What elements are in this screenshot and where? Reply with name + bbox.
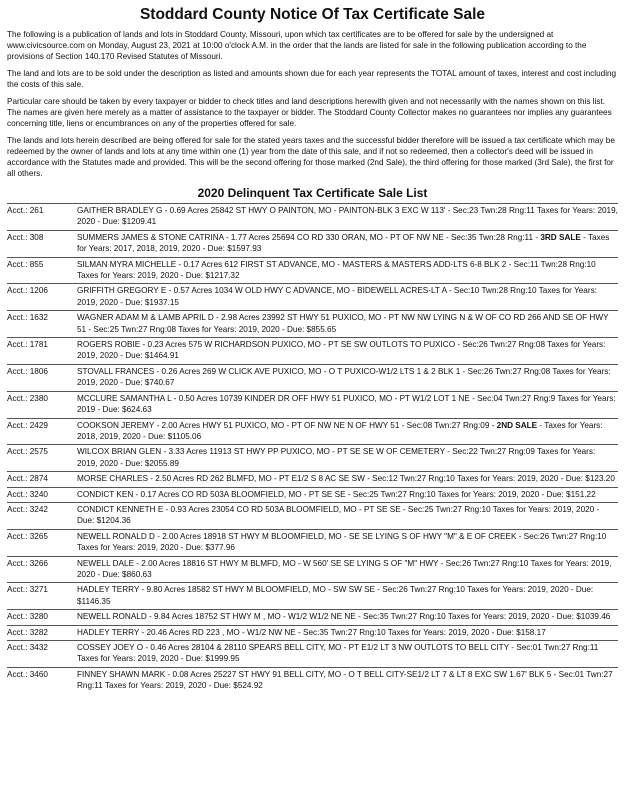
intro-paragraph: The following is a publication of lands and lots in Stoddard County, Missouri, upon which tax certificates are to be offered for sale by the undersigned at www.civicsource.com on Monday, August 23, 2021 at 10:00 o'clock A.M. in the order that the lands are listed for sale in the following publication according to the provisions of Section 140.170 Revised Statutes of Missouri. <box>7 30 587 61</box>
list-item <box>7 471 618 486</box>
property-description <box>77 312 618 335</box>
property-description <box>77 669 618 692</box>
description-text: FINNEY SHAWN MARK - 0.08 Acres 25227 ST HWY 91 BELL CITY, MO - O T BELL CITY-SE1/2 LT 7 & LT 8 EXC SW 1.67' BLK 5 - Sec:01 Twn:27 Rng:11 Taxes for Years: 2019, 2020 - Due: $524.92 <box>77 669 613 691</box>
list-title: 2020 Delinquent Tax Certificate Sale List <box>197 186 428 200</box>
account-number: Acct.: 3271 <box>7 585 48 595</box>
property-description <box>77 584 618 607</box>
description-text: SUMMERS JAMES & STONE CATRINA - 1.77 Acres 25694 CO RD 330 ORAN, MO - PT OF NW NE - Sec:35 Twn:28 Rng:11 - <box>77 232 541 242</box>
description-text: WILCOX BRIAN GLEN - 3.33 Acres 11913 ST HWY PP PUXICO, MO - PT SE SE W OF CEMETERY - Sec:22 Twn:27 Rng:09 Taxes for Years: 2019, 2020 - Due: $2055.89 <box>77 447 596 468</box>
property-description <box>77 611 618 622</box>
description-text: ROGERS ROBIE - 0.23 Acres 575 W RICHARDSON PUXICO, MO - PT SE SW OUTLOTS TO PUXICO - Sec:26 Twn:27 Rng:08 Taxes for Years: 2019, 2020 - Due: $1464.91 <box>77 340 606 361</box>
description-text: NEWELL RONALD D - 2.00 Acres 18918 ST HWY M BLOOMFIELD, MO - SE SE LYING S OF HWY "M" & E OF CREEK - Sec:26 Twn:27 Rng:10 Taxes for Years: 2019, 2020 - Due: $377.96 <box>77 531 607 553</box>
description-text: GAITHER BRADLEY G - 0.69 Acres 25842 ST HWY O PAINTON, MO - PAINTON-BLK 3 EXC W 113' - Sec:23 Twn:28 Rng:11 Taxes for Years: 2019, 2020 - Due: $1209.41 <box>77 206 618 227</box>
property-description <box>77 531 618 554</box>
list-item <box>7 556 618 583</box>
account-number: Acct.: 3265 <box>7 531 48 541</box>
property-description <box>77 232 618 255</box>
intro-paragraph: The lands and lots herein described are being offered for sale for the stated years taxes and the successful bidder therefore will be issued a tax certificate which may be redeemed by the owner of lands and lots at any time within one (1) year from the date of this sale, and if not so redeemed, then a collector's deed will be issued in accordance with the Statutes made and provided. This will be the second offering for those marked (2nd Sale), the third offering for those marked (3rd Sale), the first for all others. <box>7 136 615 178</box>
list-item <box>7 444 618 471</box>
intro-paragraphs <box>7 29 618 179</box>
account-number: Acct.: 3242 <box>7 504 48 514</box>
account-number: Acct.: 3240 <box>7 489 48 499</box>
description-text: NEWELL RONALD - 9.84 Acres 18752 ST HWY M , MO - W1/2 W1/2 NE NE - Sec:35 Twn:27 Rng:10 Taxes for Years: 2019, 2020 - Due: $1039.46 <box>77 612 611 622</box>
property-description <box>77 366 618 389</box>
sale-marker: 2ND SALE <box>496 420 538 430</box>
intro-paragraph: Particular care should be taken by every taxpayer or bidder to check titles and land descriptions herewith given and not necessarily with the names shown on this list. The names are given here merely as a matter of assistance to the taxpayer or bidder. The Stoddard County Collector makes no guarantees nor implies any guarantees concerning title, liens or encumbrances on any of the properties offered for sale. <box>7 97 612 128</box>
description-text: GRIFFITH GREGORY E - 0.57 Acres 1034 W OLD HWY C ADVANCE, MO - BIDEWELL ACRES-LT A - Sec:10 Twn:28 Rng:10 Taxes for Years: 2019, 2020 - Due: $1937.15 <box>77 286 597 307</box>
account-number: Acct.: 1806 <box>7 366 48 376</box>
list-item <box>7 640 618 667</box>
account-number: Acct.: 1781 <box>7 340 48 350</box>
list-item <box>7 667 618 694</box>
property-description <box>77 205 618 228</box>
list-item <box>7 364 618 391</box>
account-number: Acct.: 2874 <box>7 474 48 484</box>
description-text: MORSE CHARLES - 2.50 Acres RD 262 BLMFD, MO - PT E1/2 S 8 AC SE SW - Sec:12 Twn:27 Rng:10 Taxes for Years: 2019, 2020 - Due: $123.20 <box>77 474 615 484</box>
account-number: Acct.: 1632 <box>7 313 48 323</box>
property-description <box>77 642 618 665</box>
description-text: COOKSON JEREMY - 2.00 Acres HWY 51 PUXICO, MO - PT OF NW NE N OF HWY 51 - Sec:08 Twn:27 Rng:09 - <box>77 420 497 430</box>
list-item <box>7 625 618 640</box>
intro-paragraph: The land and lots are to be sold under the description as listed and amounts shown due for each year represents the TOTAL amount of taxes, interest and cost including the costs of this sale. <box>7 69 617 89</box>
description-text-continued: - Taxes for Years: 2017, 2018, 2019, 2020 - Due: $1597.93 <box>77 232 610 254</box>
account-number: Acct.: 3282 <box>7 627 48 637</box>
property-description <box>77 339 618 362</box>
list-item <box>7 391 618 418</box>
description-text: NEWELL DALE - 2.00 Acres 18816 ST HWY M BLMFD, MO - W 560' SE SE LYING S OF "M" HWY - Sec:26 Twn:27 Rng:10 Taxes for Years: 2019, 2020 - Due: $860.63 <box>77 558 612 579</box>
property-description <box>77 558 618 581</box>
account-number: Acct.: 3280 <box>7 612 48 622</box>
description-text: CONDICT KEN - 0.17 Acres CO RD 503A BLOOMFIELD, MO - PT SE SE - Sec:25 Twn:27 Rng:10 Taxes for Years: 2019, 2020 - Due: $151.22 <box>77 489 596 499</box>
page-title: Stoddard County Notice Of Tax Certificate Sale <box>139 6 486 23</box>
list-item <box>7 257 618 284</box>
description-text: SILMAN MYRA MICHELLE - 0.17 Acres 612 FIRST ST ADVANCE, MO - MASTERS & MASTERS ADD-LTS 6-8 BLK 2 - Sec:11 Twn:28 Rng:10 Taxes for Years: 2019, 2020 - Due: $1217.32 <box>77 259 596 281</box>
account-number: Acct.: 1206 <box>7 286 48 296</box>
list-item <box>7 203 618 230</box>
account-number: Acct.: 3266 <box>7 558 48 568</box>
property-description <box>77 259 618 282</box>
list-item <box>7 502 618 529</box>
description-text: WAGNER ADAM M & LAMB APRIL D - 2.98 Acres 23992 ST HWY 51 PUXICO, MO - PT NW NW LYING N & W OF CO RD 266 AND SE OF HWY 51 - Sec:25 Twn:27 Rng:08 Taxes for Years: 2019, 2020 - Due: $855.65 <box>77 313 609 334</box>
description-text: MCCLURE SAMANTHA L - 0.50 Acres 10739 KINDER DR OFF HWY 51 PUXICO, MO - PT W1/2 LOT 1 NE - Sec:04 Twn:27 Rng:9 Taxes for Years: 2019 - Due: $624.63 <box>77 393 616 415</box>
list-item <box>7 337 618 364</box>
account-number: Acct.: 3460 <box>7 669 48 679</box>
description-text: STOVALL FRANCES - 0.26 Acres 269 W CLICK AVE PUXICO, MO - O T PUXICO-W1/2 LTS 1 & 2 BLK 1 - Sec:26 Twn:27 Rng:08 Taxes for Years: 2019, 2020 - Due: $740.67 <box>77 366 611 388</box>
property-description <box>77 473 618 484</box>
property-description <box>77 446 618 469</box>
account-number: Acct.: 2429 <box>7 420 48 430</box>
list-item <box>7 230 618 257</box>
description-text: HADLEY TERRY - 9.80 Acres 18582 ST HWY M BLOOMFIELD, MO - SW SW SE - Sec:26 Twn:27 Rng:10 Taxes for Years: 2019, 2020 - Due: $1146.35 <box>77 585 594 606</box>
account-number: Acct.: 855 <box>7 259 44 269</box>
list-item <box>7 310 618 337</box>
account-number: Acct.: 2380 <box>7 393 48 403</box>
list-item <box>7 487 618 502</box>
property-description <box>77 627 618 638</box>
description-text-continued: - Taxes for Years: 2018, 2019, 2020 - Due: $1105.06 <box>77 420 603 441</box>
property-description <box>77 504 618 527</box>
account-number: Acct.: 308 <box>7 232 44 242</box>
list-item <box>7 609 618 624</box>
list-item <box>7 418 618 445</box>
description-text: COSSEY JOEY O - 0.46 Acres 28104 & 28110 SPEARS BELL CITY, MO - PT E1/2 LT 3 NW OUTLOTS TO BELL CITY - Sec:01 Twn:27 Rng:11 Taxes for Years: 2019, 2020 - Due: $1999.95 <box>77 643 599 664</box>
sale-list <box>7 203 618 694</box>
description-text: HADLEY TERRY - 20.46 Acres RD 223 , MO - W1/2 NW NE - Sec:35 Twn:27 Rng:10 Taxes for Years: 2019, 2020 - Due: $158.17 <box>77 627 546 637</box>
list-item <box>7 283 618 310</box>
description-text: CONDICT KENNETH E - 0.93 Acres 23054 CO RD 503A BLOOMFIELD, MO - PT SE SE - Sec:25 Twn:27 Rng:10 Taxes for Years: 2019, 2020 - Due: $1204.36 <box>77 504 600 526</box>
property-description <box>77 420 618 443</box>
account-number: Acct.: 261 <box>7 206 44 215</box>
property-description <box>77 285 618 308</box>
property-description <box>77 393 618 416</box>
property-description <box>77 489 618 500</box>
sale-marker: 3RD SALE <box>540 232 581 242</box>
list-item <box>7 529 618 556</box>
account-number: Acct.: 3432 <box>7 643 48 652</box>
account-number: Acct.: 2575 <box>7 447 48 457</box>
list-item <box>7 582 618 609</box>
